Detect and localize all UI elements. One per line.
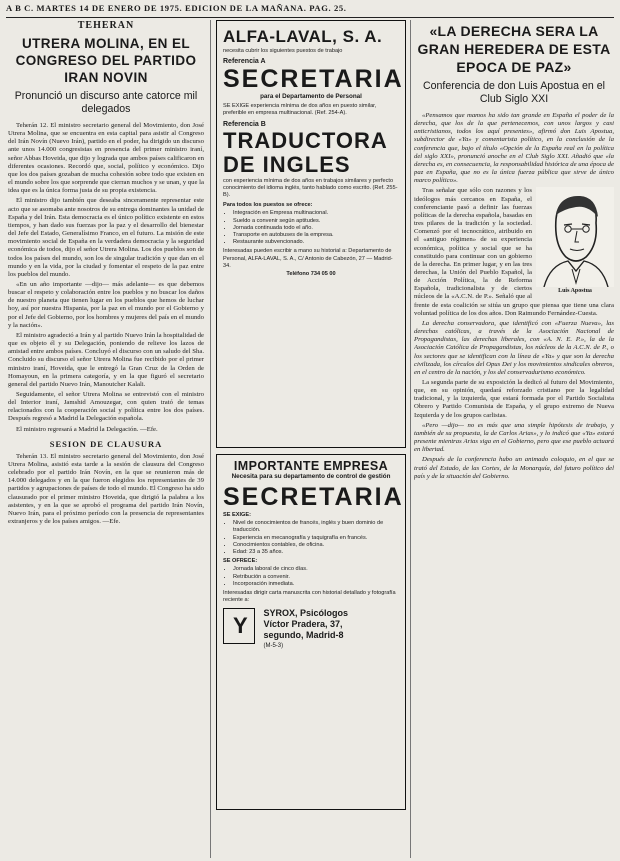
article-utrera-molina (8, 20, 204, 858)
article-paragraph: La derecha conservadora, que identificó con «Fuerza Nueva», las derechas católicas, a través de la Asociación Nacional de Propagandistas, las derechas liberales, con «A. N. E. P.», la de la Asociación Católica de Propagandistas, los núcleos de la A.C.N. de P., o los sectores que se identifican con la línea de «Ya» y que son la derecha civilizada, los círculos del Opus Dei y los movimientos sindicales obreros, en el centro de la nación, y los del conservadurismo económico. (414, 319, 614, 376)
list-item: • Experiencia en mecanografía y taquigrafía en francés. (233, 535, 399, 542)
list-item: • Retribución a convenir. (233, 574, 399, 581)
list-item: • Jornada laboral de cinco días. (233, 566, 399, 573)
column-divider (210, 20, 211, 858)
ad-offer-title: Para todos los puestos se ofrece: (223, 202, 313, 209)
article-paragraph: Teherán 12. El ministro secretario general del Movimiento, don José Utrera Molina, que se encuentra en esta capital para asistir al Congreso del Irán Novín (Nuevo Irán), partido en el poder, ha dirigido un discurso ante unos 14.000 congresistas en presencia del primer ministro iraní, señor Abbas Hoveida, que dijo y lograda que ambos países calificaron en diferentes ocasiones. Recordó que, social, político y económico. Dijo que los dos países gozaban de mucha cohesión sobre todo que existen en el mundo sobre los que sorprende que cierran muchos y se unan, y que la idea que es la única forma justa de su propia existencia. (8, 122, 204, 195)
ad-offer-list (233, 566, 399, 588)
ad-requirements-b: con experiencia mínima de dos años en trabajos similares y perfecto conocimiento del idioma inglés, tanto hablado como escrito. (Ref. 255-B). (223, 177, 398, 199)
article-paragraph: «Pero —dijo— no es más que una simple hipótesis de trabajo, y también de su propuesta, la de Carlos Arias», y lo indicó que «Ya» estará presente mientras Arias siga en el Gobierno, pero que ese pueblo actuará en libertad. (414, 421, 614, 454)
list-item: • Integración en Empresa multinacional. (233, 210, 399, 217)
ad-contact: Interesadas pueden escribir a mano su historial a: Departamento de Personal, ALFA-LAVAL, S. A., C/ Antonio de Cabezón, 27 — Madrid-34. (223, 248, 393, 269)
ad-req-title: SE EXIGE: (223, 512, 251, 518)
portrait-sketch (536, 187, 614, 287)
list-item: • Conocimientos contables, de oficina. (233, 542, 399, 549)
article-paragraph: El ministro regresará a Madrid la Delegación. —Efe. (16, 425, 158, 433)
header-rule (6, 17, 614, 18)
ad-role-secretaria: SECRETARIA (223, 65, 404, 94)
list-item: • Edad: 23 a 35 años. (233, 549, 399, 556)
article-paragraph: «Pensamos que mamos ha sido tan grande en España el poder de la derecha, que los de la que pertenecemos, con unos largos y casi anticristianos, todos los aquí presentes», afirmó don Luis Apostua, subdirector de «Ya» y comentarista político, en la conclusión de la conferencia que, bajo el título «Opción de la España real en la política del siglo XXI», pronunció anoche en el Club Siglo XXI. Añadió que «la derecha es, en consecuencia, la responsabilidad histórica de una época de paz en España, que no es la única fuerza pública que sirve de único marco político». (414, 112, 614, 185)
ad-reference-b: Referencia B (223, 120, 266, 128)
agency-line: Víctor Pradera, 37, (263, 619, 343, 630)
list-item: • Restaurante subvencionado. (233, 239, 399, 246)
ad-requirement-list (233, 520, 399, 556)
section-heading: SESION DE CLAUSURA (49, 438, 163, 449)
ad-headline: IMPORTANTE EMPRESA (233, 459, 389, 473)
article-paragraph: El ministro dijo también que deseaba sinceramente representar este acto que se asomaba ante nosotros de su entrega dominantes la unidad de España y del Irán. Esta democracia es el único político existente en estos tiempos, y han dado sus fuerzas por la paz y el desarrollo del bienestar del Jefe del Estado, Generalísimo Franco, en el futuro. La misión de este movimiento social de España en la verdadera democracia y la seguridad económica de todos, dijo el señor Utrera Molina. Los dos pueblos son de todos los países del mundo, son los de singular tradición y que dan en el mundo y en la vida, por la ciudad y fomentar el respeto de la paz entre los pueblos del mundo. (8, 197, 204, 278)
ad-role-traductora: TRADUCTORA DE INGLES (223, 127, 387, 177)
article-paragraph: «En un año importante —dijo— más adelante— es que debemos buscar el respeto y colaboración entre los pueblos y no buscar los daños de nuestro planeta que tienen lugar en los pueblos que hemos de luchar hoy, así por nuestra Hispania, por la paz en el mundo por el Gobierno y por el Jefe del Gobierno, por los hombres y mujeres del país en el mundo y la nación». (8, 280, 204, 329)
ad-alfa-laval (216, 20, 406, 448)
portrait-caption: Luis Apostua (558, 288, 592, 295)
ad-phone: Teléfono 734 05 00 (286, 271, 336, 278)
syrox-logo-icon: Y (223, 608, 255, 644)
list-item: • Nivel de conocimientos de francés, inglés y buen dominio de traducción. (233, 520, 399, 534)
ad-agency-address (263, 608, 393, 652)
list-item: • Jornada continuada todo el año. (233, 225, 399, 232)
article-paragraph: La segunda parte de su exposición la dedicó al futuro del Movimiento, que, en su opinión, quedará reforzado cristiano por la legalidad tradicional, y la izquierda, que estará formada por el Partido Socialista Obrero y Partido Comunista de España, y el grupo extremo de Nueva Izquierda y de los grupos carlistas. (414, 379, 614, 419)
ad-tagline: Necesita para su departamento de control de gestión (231, 473, 391, 480)
ad-department: para el Departamento de Personal (260, 93, 362, 101)
article-paragraph: Teherán 13. El ministro secretario general del Movimiento, don José Utrera Molina, asistió esta tarde a la sesión de clausura del Congreso celebrado por el partido Irán Novín, en la que se reunieron más de 14.000 delegados y en la que fueron elegidos los representantes de 39 partidos y agrupaciones de países de todo el mundo. El Congreso ha sido clausurado por el primer ministro Hoveida, que dirigió la palabra a los asistentes, y en la que se aprobó el programa del partido Irán Novín, Nuevo Irán, para el próximo período con la presencia de representantes extranjeros y de los países amigos. —Efe. (8, 452, 204, 526)
agency-line: SYROX, Psicólogos (263, 608, 348, 619)
article-subhead: Conferencia de don Luis Apostua en el Club Siglo XXI (423, 80, 605, 105)
running-header: A B C. MARTES 14 DE ENERO DE 1975. EDICION DE LA MAÑANA. PAG. 25. (6, 3, 347, 13)
list-item: • Transporte en autobuses de la empresa. (233, 232, 399, 239)
list-item: • Incorporación inmediata. (233, 581, 399, 588)
agency-line: segundo, Madrid-8 (263, 630, 344, 641)
ad-agency-block (223, 608, 399, 652)
article-headline: «LA DERECHA SERA LA GRAN HEREDERA DE ESTA EPOCA DE PAZ» (417, 23, 611, 75)
article-headline: UTRERA MOLINA, EN EL CONGRESO DEL PARTIDO IRAN NOVIN (15, 36, 197, 85)
ad-requirements-a: SE EXIGE experiencia mínima de dos años en puesto similar, preferible en empresa multinacional. (Ref. 254-A). (223, 103, 377, 117)
article-paragraph: Tras señalar que sólo con razones y los ideólogos más cercanos en España, el conferenciante pasó a definir las fuerzas políticas de la derecha española, basadas en tres pilares de la tradición y la sociedad. Comenzó por el tecnocrático, atribuido en el «antiguo régimen» de su experiencia económica, política y social que se ha constituido para continuar con un gobierno de la derecha. En primer lugar, y en las tres derechas, la Unión del Pueblo Español, la de Acción Política, la de Reforma Española, tradicionalista y de ciertos núcleos de la «A.C.N. de P.». Señaló que al frente de esta coalición se sitúa un grupo que piensa que tiene una clara voluntad política de los dos años. Don Raimundo Fernández-Cuesta. (414, 187, 614, 317)
agency-ref: (M-5-3) (263, 643, 284, 650)
article-paragraph: Seguidamente, el señor Utrera Molina se entrevistó con el ministro del Interior iraní, Jamshid Amouzegar, con quien trató de temas relacionados con la cooperación social y política entre los dos países. Después regresó a Madrid la Delegación española. (8, 391, 204, 423)
ad-contact: Interesadas dirigir carta manuscrita con historial detallado y fotografía reciente a: (223, 590, 396, 604)
article-paragraph: Después de la conferencia hubo un animado coloquio, en el que se trató del Estado, de las Cortes, de la Monarquía, del futuro político del país y de la situación del Gobierno. (414, 456, 614, 480)
ad-importante-empresa (216, 454, 406, 810)
article-paragraph: El ministro agradeció a Irán y al partido Nuevo Irán la hospitalidad de que es objeto él y su Delegación, poniendo de relieve los lazos de amistad entre ambos países. Concluyó el discurso con un saludo del Sha. Concluido su discurso el señor Utrera Molina fue recibido por el primer ministro iraní, Hoveida, que le entregó la Gran Cruz de la Orden de Homayoun, en la primera categoría, y en la que figuró el secretario general del partido Nuevo Irán, Manoutcher Kalali. (8, 331, 204, 388)
ad-role-secretaria: SECRETARIA (223, 483, 404, 511)
classified-ads-column (216, 20, 406, 858)
ad-offer-list (233, 210, 399, 246)
ad-company-name: ALFA-LAVAL, S. A. (223, 27, 383, 46)
article-apostua (414, 20, 614, 858)
ad-tagline: necesita cubrir los siguientes puestos de trabajo (223, 48, 343, 54)
dateline-kicker: TEHERAN (77, 20, 135, 31)
ad-reference-a: Referencia A (223, 58, 266, 66)
column-divider (410, 20, 411, 858)
ad-offer-title: SE OFRECE: (223, 558, 258, 565)
article-subhead: Pronunció un discurso ante catorce mil delegados (14, 90, 198, 115)
list-item: • Sueldo a convenir según aptitudes. (233, 218, 399, 225)
